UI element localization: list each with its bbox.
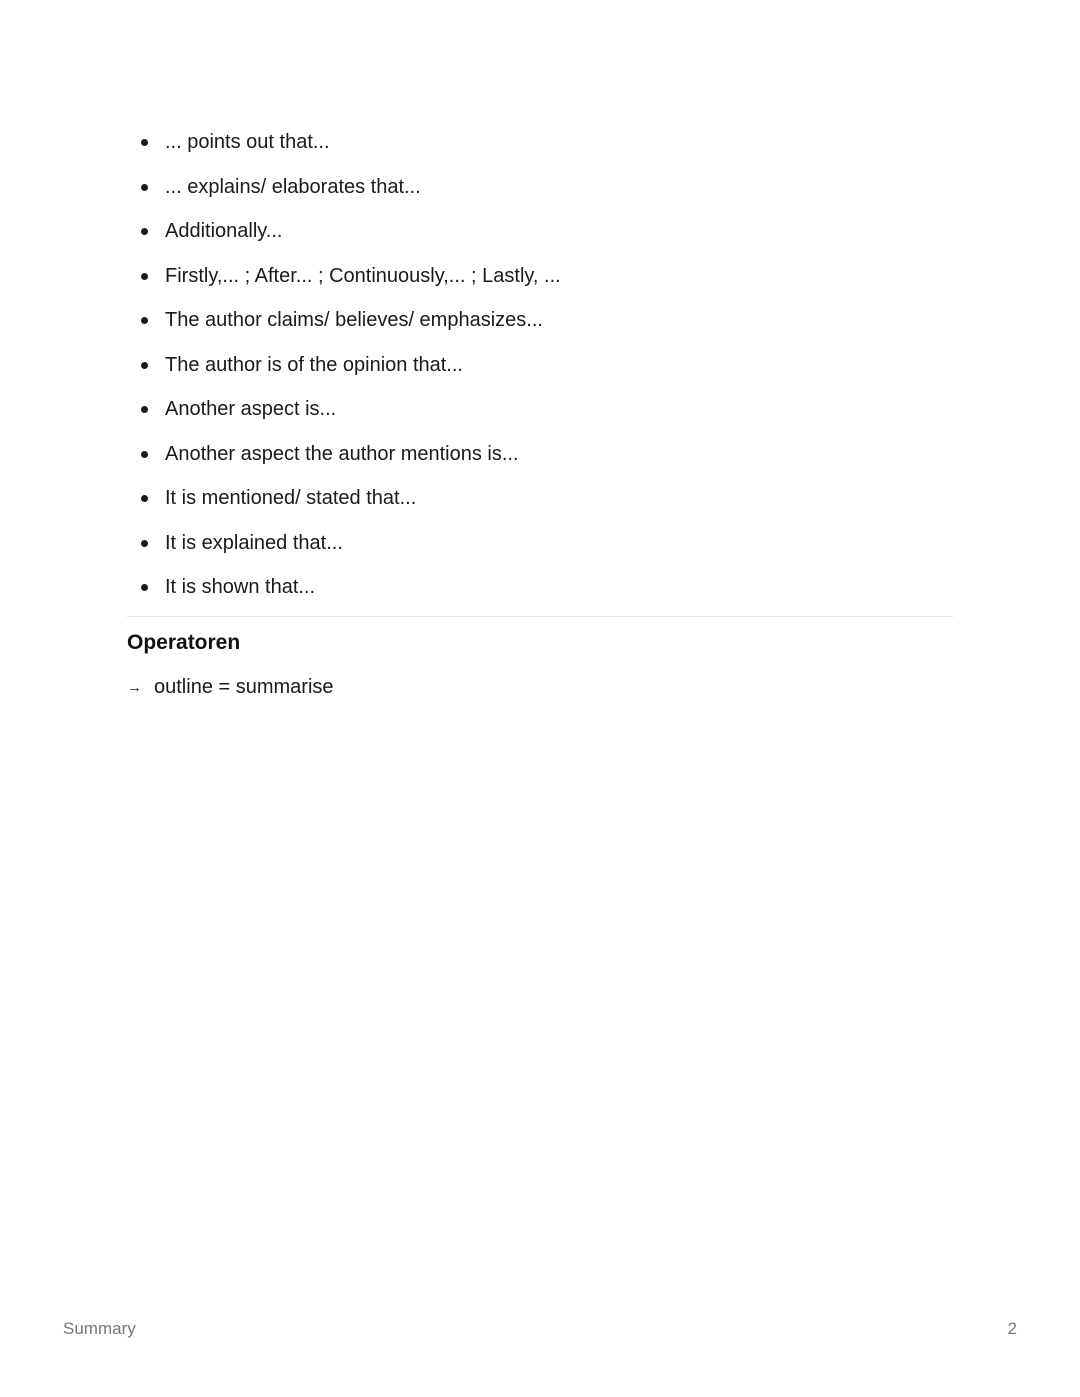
section-divider (127, 616, 953, 617)
operator-definition (127, 673, 334, 702)
list-item-text: Another aspect is... (165, 398, 337, 420)
bullet-icon (141, 228, 148, 235)
bullet-icon (141, 139, 148, 146)
bullet-icon (141, 317, 148, 324)
list-item-text: It is explained that... (165, 531, 343, 554)
page-number: 2 (1007, 1319, 1017, 1338)
list-item (127, 120, 953, 165)
bullet-icon (141, 362, 148, 369)
bullet-icon (141, 451, 148, 458)
list-item-text: ... explains/ elaborates that... (165, 175, 421, 198)
list-item (127, 343, 953, 388)
list-item-text: The author claims/ believes/ emphasizes... (165, 309, 543, 331)
list-item (127, 476, 953, 521)
list-item-text: Firstly,... ; After... ; Continuously,... ; Lastly, ... (165, 264, 561, 287)
list-item-text: ... points out that... (165, 131, 330, 153)
section-heading: Operatoren (127, 631, 241, 654)
list-item-text: It is mentioned/ stated that... (165, 487, 417, 509)
list-item (127, 521, 953, 566)
bullet-icon (141, 273, 148, 280)
list-item (127, 209, 953, 254)
list-item-text: Additionally... (165, 220, 283, 242)
list-item-text: The author is of the opinion that... (165, 353, 463, 376)
list-item (127, 254, 953, 299)
list-item (127, 565, 953, 610)
list-item (127, 432, 953, 477)
bullet-icon (141, 406, 148, 413)
list-item-text: Another aspect the author mentions is... (165, 442, 519, 465)
bullet-icon (141, 584, 148, 591)
operator-text: outline = summarise (154, 676, 334, 698)
phrase-list (127, 120, 953, 610)
bullet-icon (141, 495, 148, 502)
footer-title: Summary (63, 1319, 136, 1338)
list-item (127, 165, 953, 210)
bullet-icon (141, 540, 148, 547)
bullet-icon (141, 184, 148, 191)
list-item-text: It is shown that... (165, 576, 316, 598)
list-item (127, 298, 953, 343)
list-item (127, 387, 953, 432)
right-arrow-icon: → (127, 679, 142, 696)
